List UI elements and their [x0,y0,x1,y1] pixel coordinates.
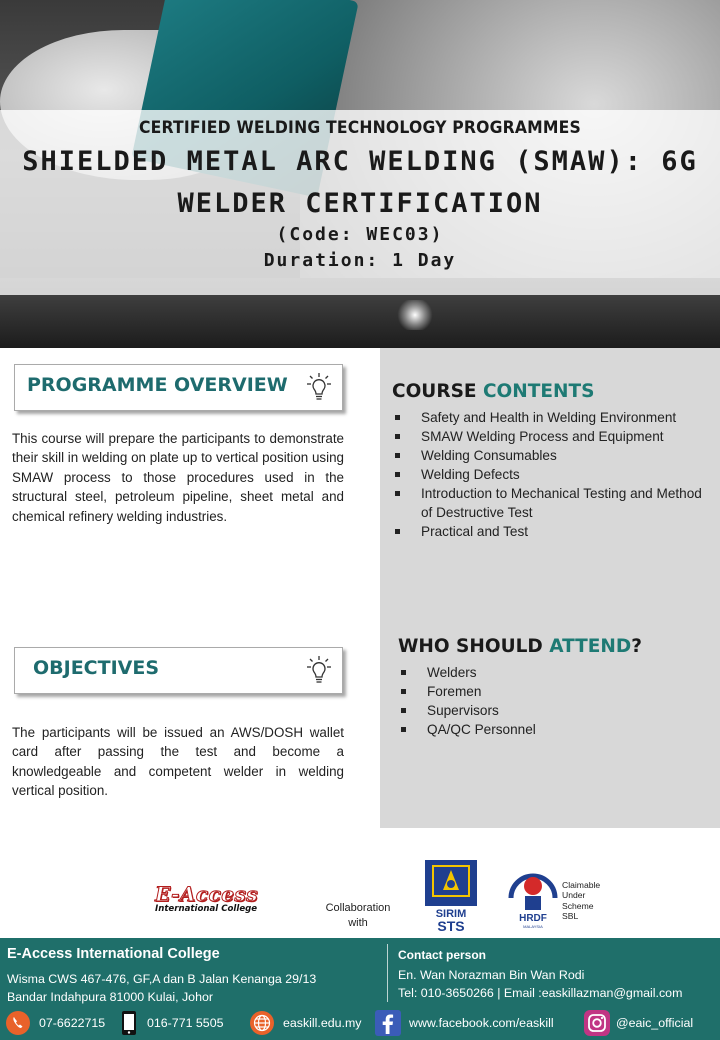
objectives-heading: OBJECTIVES [33,657,160,679]
programme-overview-heading: PROGRAMME OVERVIEW [27,374,288,396]
mobile-contact[interactable]: 016-771 5505 [121,1008,223,1038]
contact-person-title: Contact person [398,948,487,962]
footer-college-name: E-Access International College [7,946,220,962]
programme-overview-text: This course will prepare the participants to demonstrate their skill in welding on plate up to vertical position using SMAW process to those procedures used in the structural steel, petroleum pipeline, sheet metal and chemical refinery welding industries. [12,431,344,524]
hrdf-logo [507,868,617,930]
lightbulb-icon [302,371,336,405]
footer [0,938,720,1040]
eaccess-logo [155,882,285,932]
phone-contact[interactable]: 07-6622715 [5,1008,105,1038]
list-item: Introduction to Mechanical Testing and Method of Destructive Test [392,484,712,522]
list-item: Foremen [398,682,698,701]
objectives-text: The participants will be issued an AWS/DOSH wallet card after passing the test and become a knowledgeable and competent welder in welding vertical position. [12,725,344,799]
hrdf-claim-note: Claimable Under Scheme SBL [562,880,601,922]
hero-spark [395,300,435,330]
hrdf-subtext: MALAYSIA [523,924,543,929]
footer-contact-row [0,1008,720,1038]
eaccess-logo-subtext: International College [155,904,258,914]
programme-overview-header [14,364,343,411]
mobile-phone-icon [121,1010,137,1036]
list-item: Practical and Test [392,522,712,541]
course-duration: Duration: 1 Day [263,250,457,271]
footer-divider [387,944,388,1002]
lightbulb-icon [302,654,336,688]
who-should-attend-list [398,663,698,739]
sirim-sts-logo [425,860,477,932]
phone-icon [5,1010,31,1036]
course-contents-list [392,408,712,541]
sts-text: STS [437,918,465,932]
objectives-header [14,647,343,694]
facebook-icon [375,1010,401,1036]
globe-icon [249,1010,275,1036]
eaccess-logo-text: E-Access [155,882,259,906]
hrdf-text: HRDF [519,913,547,924]
footer-address: Wisma CWS 467-476, GF,A dan B Jalan Kenanga 29/13 Bandar Indahpura 81000 Kulai, Johor [7,972,317,1004]
contact-person-info: En. Wan Norazman Bin Wan Rodi Tel: 010-3650266 | Email :easkillazman@gmail.com [398,968,683,1000]
who-should-attend-heading: WHO SHOULD ATTEND? [398,636,642,657]
list-item: Welding Consumables [392,446,712,465]
facebook-link[interactable]: www.facebook.com/easkill [375,1008,554,1038]
list-item: Supervisors [398,701,698,720]
list-item: Welding Defects [392,465,712,484]
list-item: SMAW Welding Process and Equipment [392,427,712,446]
list-item: QA/QC Personnel [398,720,698,739]
website-link[interactable]: easkill.edu.my [249,1008,362,1038]
instagram-icon [584,1010,610,1036]
hero-banner [0,0,720,348]
course-title-line2: WELDER CERTIFICATION [177,188,543,219]
course-title-line1: SHIELDED METAL ARC WELDING (SMAW): 6G [22,146,698,177]
course-contents-heading: COURSE CONTENTS [392,381,595,402]
programme-title: CERTIFIED WELDING TECHNOLOGY PROGRAMMES [138,118,581,138]
list-item: Safety and Health in Welding Environment [392,408,712,427]
course-code: (Code: WEC03) [276,224,444,245]
sirim-text: SIRIM [435,908,467,920]
collaboration-label: Collaboration with [325,902,391,929]
list-item: Welders [398,663,698,682]
instagram-link[interactable]: @eaic_official [584,1008,693,1038]
